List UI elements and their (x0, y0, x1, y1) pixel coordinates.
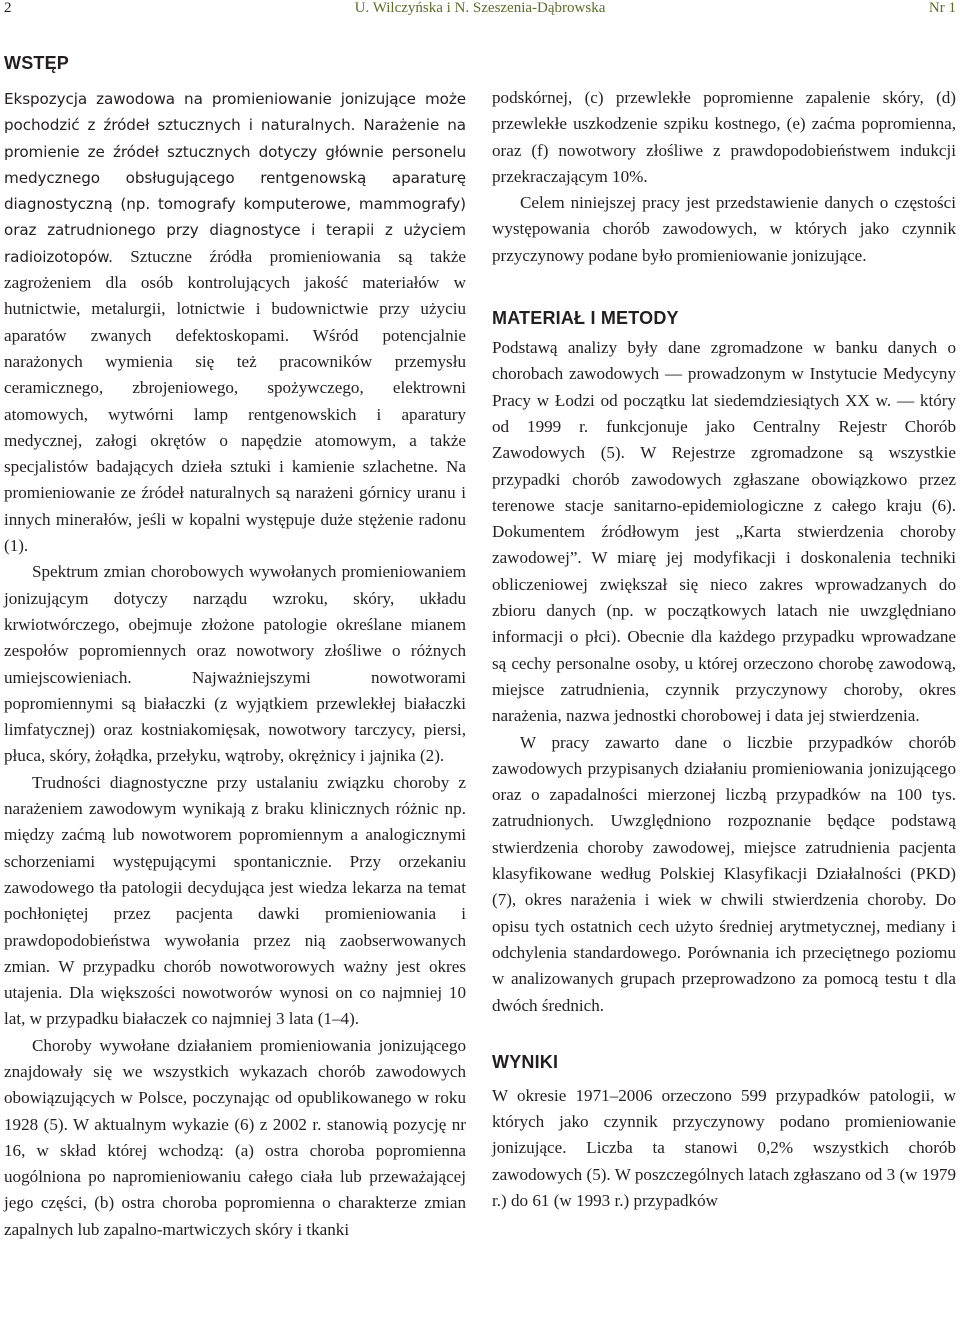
paragraph-intro-1-part-b: Sztuczne źródła promieniowania są także zagrożeniem dla osób kontrolujących jakość materiałów w hutnictwie, metalurgii, lotnictwie i budownictwie przy użyciu aparatów zwanych defektoskopami. Wśród potencjalnie narażonych wymienia się też pracowników przemysłu ceramicznego, zbrojeniowego, spożywczego, elektrowni atomowych, wytwórni lamp rentgenowskich i aparatury medycznej, załogi okrętów o napędzie atomowym, a także specjalistów badających dzieła sztuki i kamienie szlachetne. Na promieniowanie ze źródeł naturalnych są narażeni górnicy uranu i innych minerałów, jeśli w kopalni występuje duże stężenie radonu (1). (4, 246, 466, 556)
section-heading-wstep: WSTĘP (4, 53, 70, 73)
running-header (0, 0, 960, 22)
paragraph-methods-1: Podstawą analizy były dane zgromadzone w banku danych o chorobach zawodowych — prowadzonym w Instytucie Medycyny Pracy w Łodzi od początku lat siedemdziesiątych XX w. — który od 1999 r. funkcjonuje jako Centralny Rejestr Chorób Zawodowych (5). W Rejestrze zgromadzone są wszystkie przypadki chorób zawodowych zgłaszane obowiązkowo przez terenowe stacje sanitarno-epidemiologiczne z całego kraju (6). Dokumentem źródłowym jest „Karta stwierdzenia choroby zawodowej”. W miarę jej modyfikacji i doskonalenia techniki obliczeniowej zwiększał się nieco zakres wprowadzanych do zbioru danych (np. w początkowych latach nie uwzględniano informacji o płci). Obecnie dla każdego przypadku wprowadzane są cechy personalne osoby, u której orzeczono chorobę zawodową, miejsce zatrudnienia, czynnik przyczynowy choroby, okres narażenia, nazwa jednostki chorobowej i data jej stwierdzenia. (492, 338, 956, 726)
paragraph-intro-1 (4, 86, 466, 559)
paragraph-intro-5: podskórnej, (c) przewlekłe popromienne zapalenie skóry, (d) przewlekłe uszkodzenie szpiku kostnego, (e) zaćma popromienna, oraz (f) nowotwory złośliwe z prawdopodobieństwem indukcji przekraczającym 10%. (492, 88, 956, 186)
running-header-authors: U. Wilczyńska i N. Szeszenia-Dąbrowska (354, 0, 606, 16)
paragraph-intro-1-part-a: Ekspozycja zawodowa na promieniowanie jonizujące może pochodzić z źródeł sztucznych i naturalnych. Narażenie na promienie ze źródeł sztucznych dotyczy głównie personelu medycznego obsługującego rentgenowską aparaturę diagnostyczną (np. tomografy komputerowe, mammografy) oraz zatrudnionego przy diagnostyce i terapii z użyciem radioizotopów. (4, 90, 466, 266)
section-heading-results: WYNIKI (492, 1051, 559, 1072)
paragraph-intro-3: Trudności diagnostyczne przy ustalaniu związku choroby z narażeniem zawodowym wynikają z braku klinicznych różnic np. między zaćmą lub nowotworem popromiennym a analogicznymi schorzeniami występującymi spontanicznie. Przy orzekaniu zawodowego tła patologii decydująca jest wiedza lekarza na temat pochłoniętej przez pacjenta dawki promieniowania i prawdopodobieństwa wywołania przez nią zaobserwowanych zmian. W przypadku chorób nowotworowych ważny jest okres utajenia. Dla większości nowotworów wynosi on co najmniej 10 lat, w przypadku białaczek co najmniej 3 lata (1–4). (4, 772, 466, 1029)
section-heading-methods: MATERIAŁ I METODY (492, 308, 679, 329)
paragraph-methods-2: W pracy zawarto dane o liczbie przypadków chorób zawodowych przypisanych działaniu promieniowania jonizującego oraz o zapadalności mierzonej liczbą przypadków na 100 tys. zatrudnionych. Uwzględniono rozpoznanie będące podstawą stwierdzenia choroby zawodowej, miejsce zatrudnienia pacjenta klasyfikowane według Polskiej Klasyfikacji Działalności (PKD) (7), okres narażenia i wiek w chwili stwierdzenia choroby. Do opisu tych ostatnich cech użyto średniej arytmetycznej, mediany i odchylenia standardowego. Porównania ich przeciętnego poziomu w analizowanych grupach przeprowadzono za pomocą testu t dla dwóch średnich. (492, 732, 956, 1015)
paragraph-intro-6: Celem niniejszej pracy jest przedstawienie danych o częstości występowania chorób zawodowych, w których jako czynnik przyczynowy podane było promieniowanie jonizujące. (492, 193, 956, 265)
page-number: 2 (4, 0, 12, 16)
left-column (4, 50, 466, 1243)
paragraph-results-1: W okresie 1971–2006 orzeczono 599 przypadków patologii, w których jako czynnik przyczynowy podano promieniowanie jonizujące. Liczba ta stanowi 0,2% wszystkich chorób zawodowych (5). W poszczególnych latach zgłaszano od 3 (w 1979 r.) do 61 (w 1993 r.) przypadków (492, 1085, 956, 1210)
issue-number: Nr 1 (928, 0, 956, 16)
paragraph-intro-2: Spektrum zmian chorobowych wywołanych promieniowaniem jonizującym dotyczy narządu wzroku, skóry, układu krwiotwórczego, obejmuje złożone patologie określane mianem zespołów popromiennych oraz nowotwory złośliwe o różnych umiejscowieniach. Najważniejszymi nowotworami popromiennymi są białaczki (z wyjątkiem przewlekłej białaczki limfatycznej) oraz kostniakomięsak, nowotwory tarczycy, piersi, płuca, skóry, żołądka, przełyku, wątroby, okrężnicy i jajnika (2). (4, 562, 466, 766)
paragraph-intro-4: Choroby wywołane działaniem promieniowania jonizującego znajdowały się we wszystkich wykazach chorób zawodowych obowiązujących w Polsce, poczynając od opublikowanego w roku 1928 (5). W aktualnym wykazie (6) z 2002 r. stanowią pozycję nr 16, w skład której wchodzą: (a) ostra choroba popromienna uogólniona po napromieniowaniu całego ciała lub przeważającej jego części, (b) ostra choroba popromienna o charakterze zmian zapalnych lub zapalno-martwiczych skóry i tkanki (4, 1035, 466, 1239)
right-column (492, 85, 956, 1214)
